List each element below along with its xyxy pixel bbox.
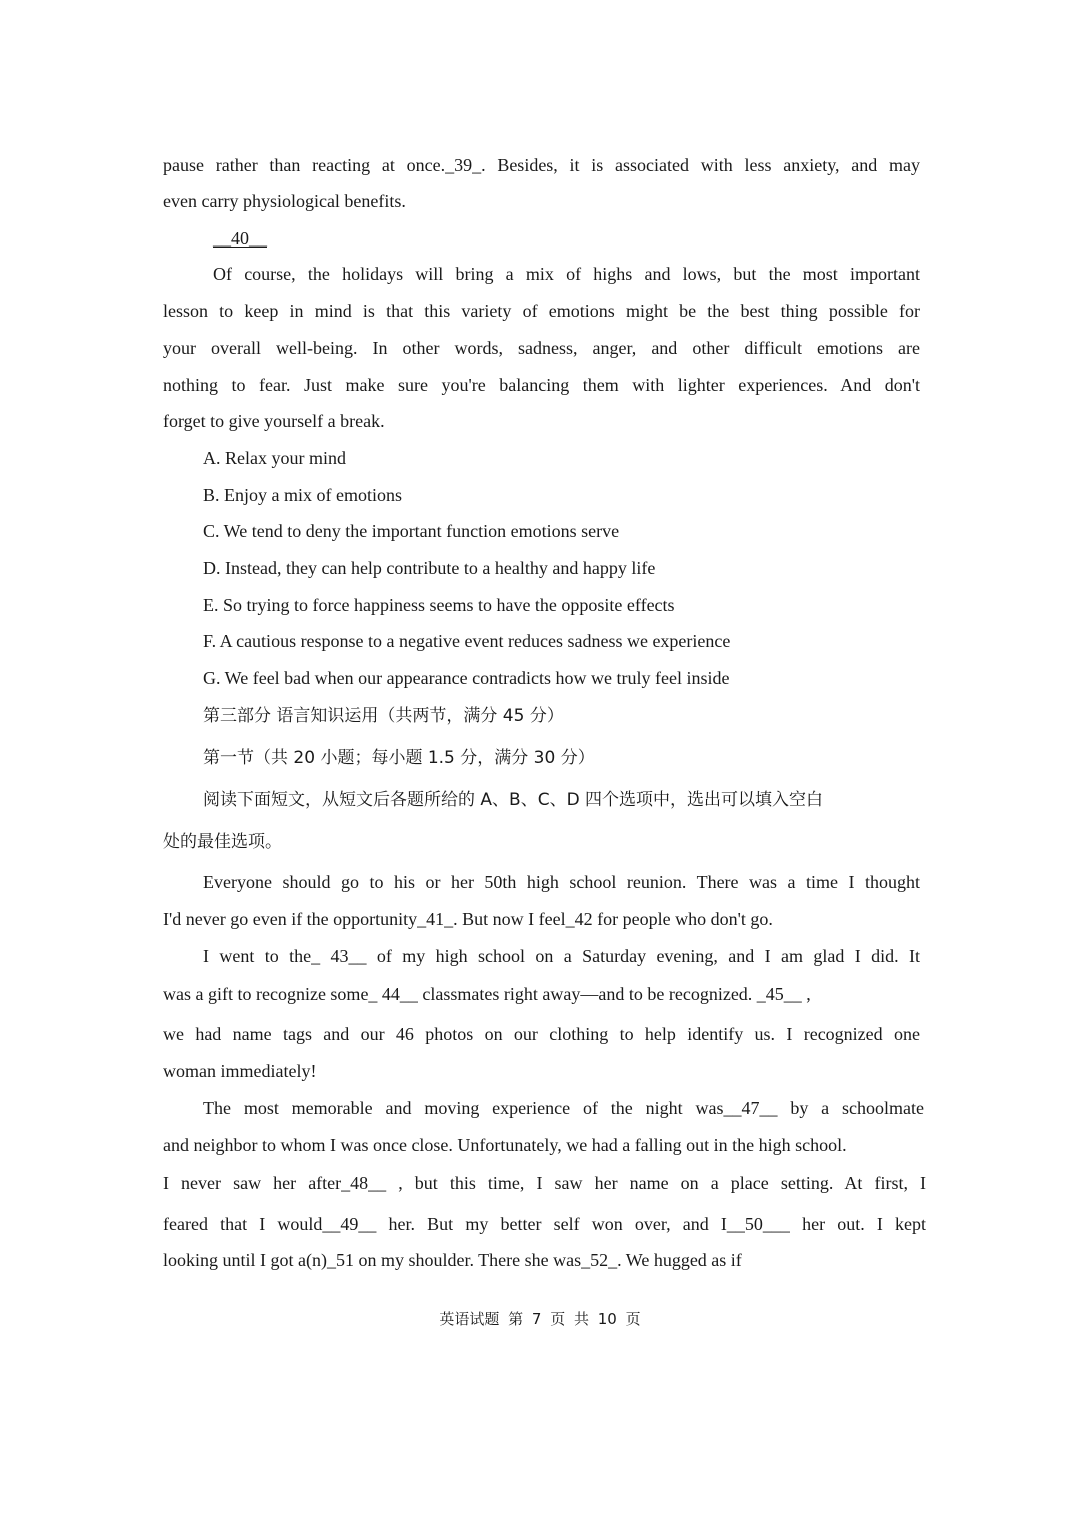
option-a: A. Relax your mind <box>203 448 346 468</box>
cloze-line-6: woman immediately! <box>163 1061 317 1081</box>
final-paragraph-line-5: forget to give yourself a break. <box>163 411 385 431</box>
passage-line-1: pause rather than reacting at once._39_. Besides, it is associated with less anxiety, and may <box>163 155 920 175</box>
cloze-line-3: I went to the_ 43__ of my high school on a Saturday evening, and I am glad I did. It <box>203 946 920 966</box>
cloze-line-10: feared that I would__49__ her. But my better self won over, and I__50___ her out. I kept <box>163 1214 926 1234</box>
section-heading: 第三部分 语言知识运用（共两节，满分 45 分） <box>203 706 564 726</box>
instruction-line-2: 处的最佳选项。 <box>163 832 282 852</box>
option-g: G. We feel bad when our appearance contradicts how we truly feel inside <box>203 668 730 688</box>
cloze-line-1: Everyone should go to his or her 50th high school reunion. There was a time I thought <box>203 872 920 892</box>
cloze-line-7: The most memorable and moving experience of the night was__47__ by a schoolmate <box>203 1098 924 1118</box>
final-paragraph-line-2: lesson to keep in mind is that this variety of emotions might be the best thing possible for <box>163 301 920 321</box>
cloze-line-8: and neighbor to whom I was once close. Unfortunately, we had a falling out in the high school. <box>163 1135 847 1155</box>
instruction-line-1: 阅读下面短文，从短文后各题所给的 A、B、C、D 四个选项中，选出可以填入空白 <box>203 790 824 810</box>
blank-40: __40__ <box>213 228 267 248</box>
cloze-line-2: I'd never go even if the opportunity_41_. But now I feel_42 for people who don't go. <box>163 909 773 929</box>
cloze-line-5: we had name tags and our 46 photos on our clothing to help identify us. I recognized one <box>163 1024 920 1044</box>
option-e: E. So trying to force happiness seems to have the opposite effects <box>203 595 675 615</box>
final-paragraph-line-1: Of course, the holidays will bring a mix of highs and lows, but the most important <box>213 264 920 284</box>
section-subheading: 第一节（共 20 小题；每小题 1.5 分，满分 30 分） <box>203 748 595 768</box>
passage-line-2: even carry physiological benefits. <box>163 191 406 211</box>
cloze-line-9: I never saw her after_48__ , but this time, I saw her name on a place setting. At first, I <box>163 1173 926 1193</box>
cloze-line-11: looking until I got a(n)_51 on my shoulder. There she was_52_. We hugged as if <box>163 1250 742 1270</box>
cloze-line-4: was a gift to recognize some_ 44__ classmates right away—and to be recognized. _45__ , <box>163 984 811 1004</box>
final-paragraph-line-3: your overall well-being. In other words, sadness, anger, and other difficult emotions are <box>163 338 920 358</box>
option-d: D. Instead, they can help contribute to a healthy and happy life <box>203 558 656 578</box>
option-f: F. A cautious response to a negative event reduces sadness we experience <box>203 631 731 651</box>
final-paragraph-line-4: nothing to fear. Just make sure you're balancing them with lighter experiences. And don't <box>163 375 920 395</box>
option-c: C. We tend to deny the important function emotions serve <box>203 521 620 541</box>
page-footer: 英语试题 第 7 页 共 10 页 <box>439 1310 641 1328</box>
option-b: B. Enjoy a mix of emotions <box>203 485 402 505</box>
